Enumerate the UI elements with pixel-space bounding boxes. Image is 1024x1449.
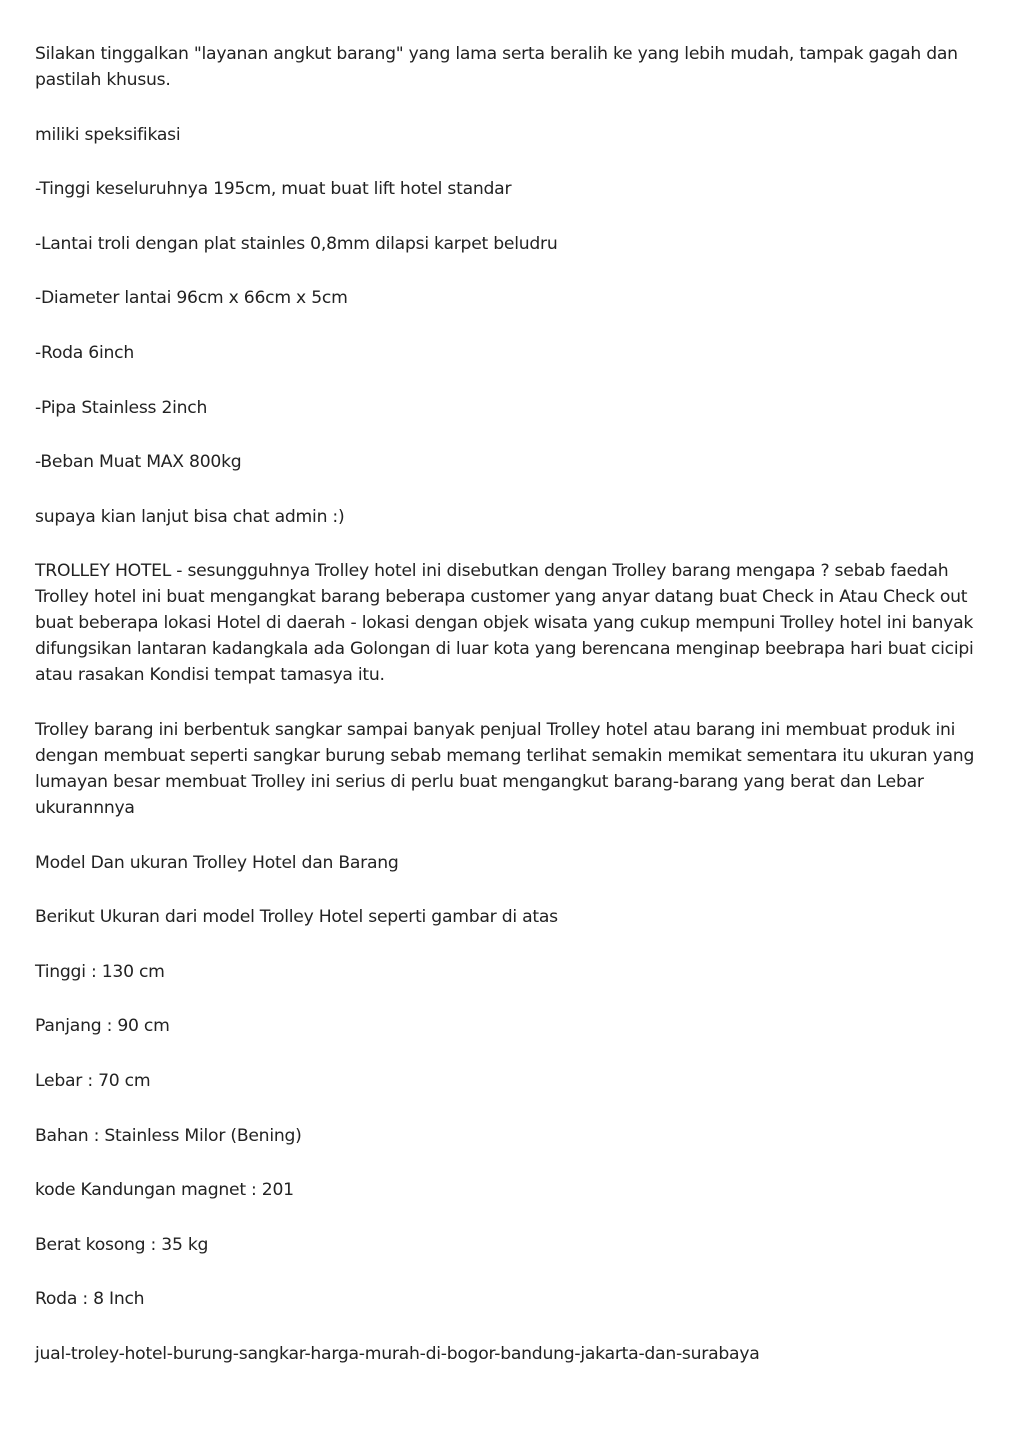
spec-item-wheel: -Roda 6inch: [35, 342, 134, 363]
spec-item-height: -Tinggi keseluruhnya 195cm, muat buat lift hotel standar: [35, 179, 512, 200]
size-width: Lebar : 70 cm: [35, 1070, 151, 1091]
document-body: [35, 41, 985, 1395]
spec-item-floor: -Lantai troli dengan plat stainles 0,8mm dilapsi karpet beludru: [35, 233, 558, 254]
size-height: Tinggi : 130 cm: [35, 961, 165, 982]
spec-heading: miliki speksifikasi: [35, 124, 181, 145]
model-size-heading: Model Dan ukuran Trolley Hotel dan Barang: [35, 852, 399, 873]
slug-text: jual-troley-hotel-burung-sangkar-harga-murah-di-bogor-bandung-jakarta-dan-surabaya: [35, 1343, 760, 1364]
size-magnet-code: kode Kandungan magnet : 201: [35, 1180, 294, 1201]
size-length: Panjang : 90 cm: [35, 1016, 170, 1037]
size-material: Bahan : Stainless Milor (Bening): [35, 1125, 302, 1146]
trolley-cage-paragraph: Trolley barang ini berbentuk sangkar sampai banyak penjual Trolley hotel atau barang ini membuat produk ini dengan membuat seperti sangkar burung sebab memang terlihat semakin memikat sementara itu ukuran yang lumayan besar membuat Trolley ini serius di perlu buat mengangkut barang-barang yang berat dan Lebar ukurannnya: [35, 719, 975, 818]
contact-admin-text: supaya kian lanjut bisa chat admin :): [35, 506, 345, 527]
spec-item-pipe: -Pipa Stainless 2inch: [35, 397, 208, 418]
model-size-intro: Berikut Ukuran dari model Trolley Hotel seperti gambar di atas: [35, 907, 558, 928]
spec-item-diameter: -Diameter lantai 96cm x 66cm x 5cm: [35, 288, 348, 309]
size-empty-weight: Berat kosong : 35 kg: [35, 1234, 209, 1255]
trolley-hotel-paragraph: TROLLEY HOTEL - sesungguhnya Trolley hotel ini disebutkan dengan Trolley barang mengapa ? sebab faedah Trolley hotel ini buat mengangkat barang beberapa customer yang anyar datang buat Check in Atau Check out buat beberapa lokasi Hotel di daerah - lokasi dengan objek wisata yang cukup mempuni Trolley hotel ini banyak difungsikan lantaran kadangkala ada Golongan di luar kota yang berencana menginap beebrapa hari buat cicipi atau rasakan Kondisi tempat tamasya itu.: [35, 561, 974, 686]
size-wheel: Roda : 8 Inch: [35, 1289, 145, 1310]
spec-item-load: -Beban Muat MAX 800kg: [35, 452, 242, 473]
intro-paragraph: Silakan tinggalkan "layanan angkut barang" yang lama serta beralih ke yang lebih mudah, tampak gagah dan pastilah khusus.: [35, 44, 958, 90]
